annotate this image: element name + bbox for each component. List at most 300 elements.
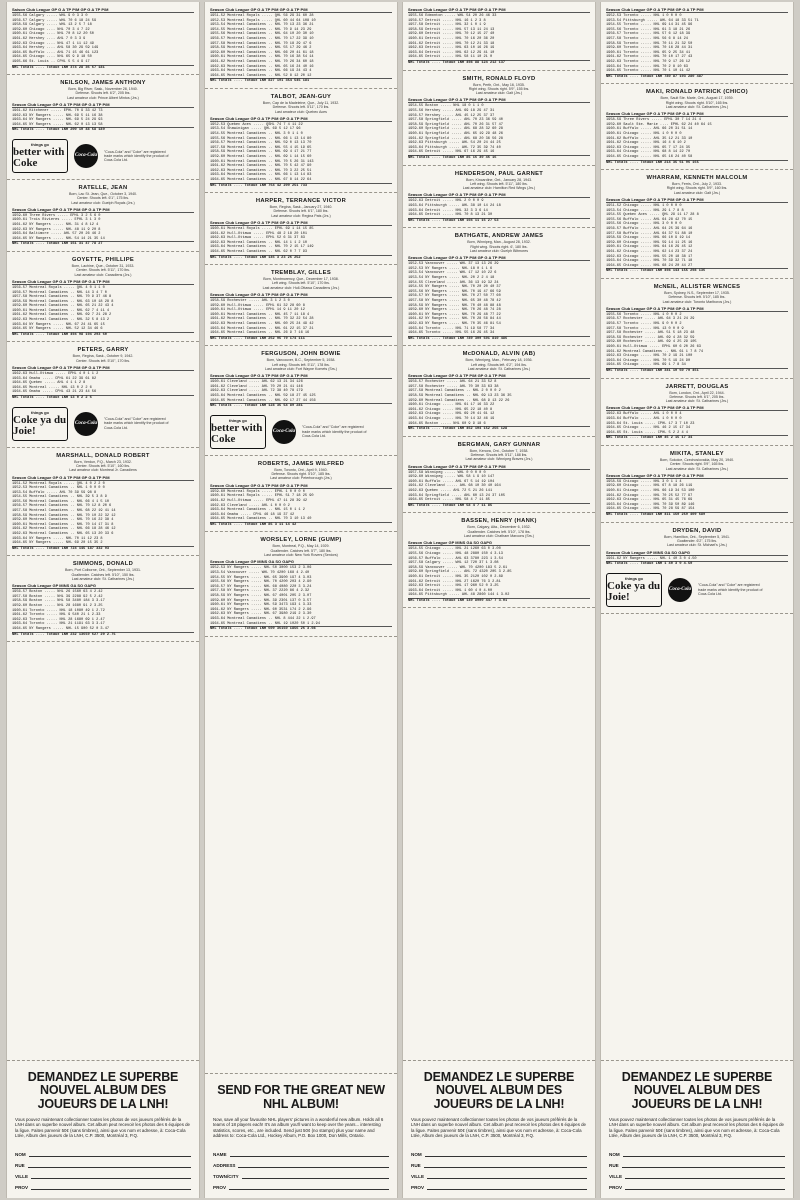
- stats-row: 1952-53 Vancouver ..... WHL 37 13 13 26 29: [408, 262, 499, 267]
- stats-row: 1959-60 Toronto ..... NHL 70 16 28 44 31: [606, 46, 693, 51]
- player-bio-line: Born, Kincardine, Ont., January 28, 1943.: [465, 177, 533, 182]
- stats-row: 1958-59 Springfield ..... AHL 70 26 31 57 47: [408, 122, 503, 127]
- form-field-line[interactable]: [427, 1173, 587, 1179]
- stats-row: 1961-62 NY Rangers ..... NHL 70 28 56 84 44: [408, 317, 501, 322]
- stats-table: [408, 104, 590, 160]
- player-name: TREMBLAY, GILLES: [271, 270, 331, 277]
- player-card: [403, 437, 595, 514]
- player-bio-line: Last amateur club: Galt (Jrs.): [673, 190, 721, 195]
- form-field: [213, 1146, 389, 1157]
- stats-row: 1960-61 Buffalo ..... AHL 66 20 31 51 14: [606, 127, 693, 132]
- stats-row: 1962-63 Chicago ..... NHL 55 20 18 38 17: [606, 254, 693, 259]
- stats-row: 1960-61 Toronto ..... NHL 18 1080 49 1 2.72: [12, 608, 105, 613]
- stats-row: 1960-61 Toronto ..... NHL 65 9 25 34 41: [606, 50, 691, 55]
- stats-header: Season Club League GP G A TP P/M GP G A TP P/M: [606, 405, 788, 411]
- stats-row: 1955-56 Montreal Canadiens .. NHL 66 1 13 14 80: [210, 136, 312, 141]
- stats-row: 1961-62 NY Rangers ..... NHL 31 4 8 12 4: [12, 223, 99, 228]
- stats-row: 1964-65 Montreal Canadiens .. NHL 26 9 7 16 16: [210, 331, 310, 336]
- stats-row: 1961-62 Montreal Canadiens .. NHL 61 1 7 8 74: [606, 349, 704, 354]
- stats-row: 1964-65 Detroit ..... NHL 70 8 13 21 30: [408, 213, 493, 218]
- stats-header: Season Club League GP G A TP P/M GP G A TP P/M: [12, 102, 194, 108]
- stats-row: 1960-61 Chicago ..... NHL 66 19 34 53 100: [606, 489, 695, 494]
- stats-row: 1960-61 Detroit ..... NHL 70 16 20 36 20: [408, 36, 495, 41]
- stats-row: 1959-60 Montreal Royals ..... EPHL 1 0 0 0 0: [210, 489, 305, 494]
- stats-row: 1958-59 Rochester ..... AHL 69 4 28 32 59: [606, 335, 695, 340]
- stats-row: 1954-55 Chicago ..... NHL 21 1260 63 0 3.00: [408, 547, 501, 552]
- stats-row: 1963-64 Montreal Canadiens .. NHL 61 22 15 37 21: [210, 326, 314, 331]
- player-name: GOYETTE, PHILLIPE: [71, 257, 135, 264]
- player-bio-line: Born, Calgary, Alta., December 6, 1932.: [467, 525, 531, 530]
- player-bio-line: Right wing. Shoots right. 5'9", 155 lbs.: [468, 86, 530, 91]
- form-field: [609, 1157, 785, 1168]
- stats-row: 1964-65 Buffalo .... AHL 71 15 46 61 123: [12, 50, 99, 55]
- stats-total-row: NHL Totals .... Totaux LNH 262 95 79 174 111: [210, 336, 392, 342]
- card-column: [402, 2, 596, 1198]
- mail-in-form: [213, 1146, 389, 1190]
- stats-total-row: NHL Totals .... Totaux LNH 200 10 48 58 189: [12, 127, 194, 133]
- stats-row: 1953-54 Chicago ..... NHL 29 1 7 8 8: [606, 208, 684, 213]
- stats-row: 1959-60 Rochester ..... AHL 69 4 25 29 105: [606, 340, 697, 345]
- stats-row: 1959-60 Springfield ..... AHL 68 28 32 60 28: [408, 127, 503, 132]
- stats-row: 1960-61 Chicago ..... NHL 64 16 29 45 12: [606, 245, 693, 250]
- promo-body: Vous pouvez maintenant collectionner toutes les photos de vos joueurs préférés de la LNH dans un superbe nouvel album. Cet album peut recevoir les photos des 6 équipes de la ligue. Faites parvenir 50¢ (sans timbres), ainsi que vos nom et adresse, à: Coca-Cola Ltée, Album des joueurs de la LNH, C.P. 3500, Montréal 3, P.Q.: [609, 1117, 785, 1138]
- player-card: [601, 2, 793, 84]
- stats-row: 1953-54 Pittsburgh ..... AHL 64 18 33 51 71: [606, 18, 699, 23]
- stats-total-row: NHL Totals .... Totaux LNH 411 150 259 409 689: [606, 512, 788, 518]
- stats-row: 1955-56 Calgary ..... WHL 9 0 3 3 0: [12, 14, 88, 18]
- player-bio-line: Born, Montmorency, Que., December 17, 1938.: [263, 277, 339, 282]
- coke-slogan-top: things go: [31, 409, 49, 415]
- stats-table: [12, 214, 194, 247]
- player-card: [403, 2, 595, 71]
- player-bio-line: Last amateur club: Guelph Royals (Jrs.): [71, 200, 135, 205]
- stats-row: 1964-65 Pittsburgh ..... AHL 48 2860 144 1 3.02: [408, 593, 510, 598]
- stats-row: 1956-57 Buffalo ..... AHL 63 3780 223 1 3.54: [408, 556, 503, 561]
- stats-row: 1951-52 Montreal Royals ..... QHL 4 0 2 2 0: [12, 481, 105, 486]
- stats-row: 1963-64 Toronto ..... NHL 70 2 8 10 63: [606, 64, 688, 69]
- form-field: [15, 1146, 191, 1157]
- stats-row: 1951-52 Montreal Royals ..... QHL 56 29 31 60 28: [210, 14, 314, 18]
- player-card: [601, 279, 793, 379]
- player-bio-line: Last amateur club: Winnipeg Braves (Jrs.): [465, 457, 533, 462]
- stats-row: 1962-63 Chicago .... NHL 47 1 11 12 49: [12, 41, 94, 46]
- stats-row: 1963-64 Montreal Canadiens .. NHL 8 444 22 1 2.97: [210, 616, 316, 621]
- player-bio-line: Born, Kenora, Ont., October 7, 1938.: [469, 448, 529, 453]
- stats-row: 1962-63 Toronto ..... NHL 28 1680 69 1 2.47: [12, 617, 105, 622]
- form-field-label: NAME: [213, 1152, 227, 1157]
- stats-row: 1963-64 Montreal Canadiens .. NHL 15 0 1 1 2: [210, 508, 305, 513]
- stats-row: 1964-65 St. Louis ..... CPHL 5 2 2 4 4: [606, 430, 688, 435]
- stats-row: 1964-65 Chicago ..... NHL 65 16 24 40 58: [606, 154, 693, 159]
- form-field: [213, 1179, 389, 1190]
- stats-total-row: NHL Totals .... Totaux LNH 780 87 193 280 487: [606, 74, 788, 80]
- stats-row: 1956-57 Montreal Canadiens .. NHL 70 12 8 20 6: [12, 504, 112, 509]
- stats-header: Season Club League GP G A TP P/M GP G A TP P/M: [606, 111, 788, 117]
- stats-row: 1964-65 Montreal ..... NHL 13 0 2 2 6: [12, 385, 92, 390]
- player-name: NEILSON, JAMES ANTHONY: [60, 80, 146, 87]
- stats-row: 1962-63 Hull-Ottawa ..... EPHL 4 0 1 1 2: [12, 372, 99, 377]
- form-field-label: PROV: [609, 1185, 623, 1190]
- coke-slogan-top: things go: [31, 141, 49, 147]
- stats-total-row: NHL Totals .... Totaux LNH 609 36150 1856 26 3.08: [210, 626, 392, 632]
- stats-header: Season Club League GP G A TP P/M GP G A TP P/M: [12, 365, 194, 371]
- stats-row: 1963-64 Montreal Canadiens .. NHL 70 2 15 17 149: [210, 245, 314, 250]
- player-bio-line: Last amateur club: St. Catharines (Jrs.): [467, 366, 531, 371]
- stats-row: 1957-58 Winnipeg ..... WHL 0 0 0 0 0: [408, 470, 486, 475]
- stats-row: 1960-61 Cleveland ..... AHL 62 13 21 34 126: [210, 380, 303, 385]
- player-bio-line: Center. Shoots left. 5'10", 160 lbs.: [75, 463, 131, 468]
- stats-header: Season Club League GP G A TP P/M GP G A TP P/M: [210, 373, 392, 379]
- stats-row: 1964-65 Montreal Canadiens .. NHL 69 17 27 44 156: [210, 398, 316, 403]
- stats-header: Season Club League GP G A TP P/M GP G A TP P/M: [408, 97, 590, 103]
- form-field-label: NOM: [15, 1152, 26, 1157]
- stats-total-row: NHL Totals .... Totaux LNH 104 11 16 27 53: [408, 218, 590, 224]
- form-field-line[interactable]: [625, 1173, 785, 1179]
- stats-row: 1961-62 NY Rangers ..... NHL 60 3531 174 2 2.96: [210, 607, 312, 612]
- player-card: [601, 446, 793, 523]
- player-card: [7, 448, 199, 557]
- stats-row: 1961-62 Springfield ..... AHL 68 20 36 56 28: [408, 136, 503, 141]
- stats-row: 1963-64 Chicago ..... NHL 70 39 50 89 146: [606, 502, 695, 507]
- stats-row: 1963-64 Montreal Canadiens .. NHL 66 19 24 43 4: [210, 69, 312, 74]
- stats-header: Season Club League GP G A TP P/M GP G A TP P/M: [210, 483, 392, 489]
- player-bio-line: Born, London, Ont., April 22, 1944.: [669, 390, 725, 395]
- form-field-line[interactable]: [31, 1173, 191, 1179]
- stats-row: 1962-63 Chicago ..... NHL 69 20 41 61 12: [408, 412, 495, 417]
- player-bio-line: Last amateur club: Hull-Ottawa Canadiens (Jrs.): [262, 285, 340, 290]
- stats-header: Season Club League GP G A TP P/M GP G A TP P/M: [408, 7, 590, 13]
- stats-row: 1964-65 Omaha ..... CPHL 43 21 23 44 56: [12, 390, 97, 395]
- form-field-line[interactable]: [29, 1151, 191, 1157]
- stats-total-row: NHL Totals .... Totaux LNH 128 35 54 89 281: [210, 403, 392, 409]
- stats-total-row: NHL Totals .... Totaux LNH 58 4 7 11 85: [408, 503, 590, 509]
- coke-advertisement: [12, 405, 194, 443]
- stats-total-row: NHL Totals .... Totaux LNH 85 16 30 46 16: [408, 155, 590, 161]
- player-card: [205, 193, 397, 265]
- stats-row: 1959-60 Montreal Canadiens .. NHL 69 1 14 15 60: [210, 154, 312, 159]
- album-promo: [403, 1060, 595, 1198]
- stats-row: 1953-54 NY Rangers ..... NHL 20 2 2 4 18: [408, 276, 495, 281]
- stats-header: Season Club League GP MINS GA SO GAPG: [210, 559, 392, 565]
- player-name: HENDERSON, PAUL GARNET: [454, 170, 544, 177]
- form-field-label: NOM: [411, 1152, 422, 1157]
- stats-row: 1962-63 Chicago ..... NHL 70 2 19 21 100: [606, 354, 693, 359]
- stats-row: 1960-61 Trois Rivieres ..... EPHL 3 1 3 0: [12, 218, 101, 223]
- player-bio-line: Defense. Shoots left. 6'1", 180 lbs.: [273, 209, 329, 214]
- player-card: [403, 71, 595, 166]
- mail-in-form: [609, 1146, 785, 1190]
- player-bio-line: Defense. Shoots left. 5'11", 170 lbs.: [272, 105, 330, 110]
- player-bio-line: Last amateur club: Toronto Marlboros (Jrs.): [662, 299, 732, 304]
- player-bio-line: Last amateur club: Chatham Maroons (Srs.): [464, 534, 534, 539]
- stats-row: 1964-65 Chicago ..... NHL 70 28 59 87 154: [606, 507, 695, 512]
- stats-row: 1953-54 Vancouver ..... WHL 70 4200 168 4 2.40: [210, 570, 310, 575]
- stats-total-row: NHL Totals .... Totaux LNH 13 0 2 2 6: [12, 395, 194, 401]
- form-field-line[interactable]: [623, 1151, 785, 1157]
- form-field-line[interactable]: [28, 1162, 191, 1168]
- player-bio-line: Last amateur club: Canadiens (Jrs.): [74, 272, 132, 277]
- stats-row: 1964-65 Montreal Canadiens .. NHL 52 8 12 20 12: [210, 73, 312, 78]
- stats-row: 1952-53 NY Rangers ..... NHL 18 0 1 1 6: [408, 266, 493, 271]
- stats-table: [210, 299, 392, 341]
- player-bio-line: Center. Shoots left. 6'1", 175 lbs.: [76, 196, 130, 201]
- stats-row: 1962-63 Cleveland ..... AHL 1 0 0 0 2: [210, 503, 290, 508]
- stats-row: 1962-63 Detroit ..... NHL 17 960 52 0 3.25: [408, 584, 499, 589]
- player-name: JARRETT, DOUGLAS: [665, 383, 729, 390]
- stats-row: 1956-57 Hershey ..... AHL 45 12 25 37 37: [408, 113, 495, 118]
- stats-row: 1959-60 Sault Ste. Marie .... EPHL 62 24 40 64 15: [606, 122, 712, 127]
- player-card: [601, 170, 793, 279]
- stats-row: 1957-58 Toronto ..... NHL 13 0 0 0 9: [606, 326, 684, 331]
- stats-row: 1964-65 NY Rangers ..... NHL 62 0 13 13 58: [12, 122, 103, 127]
- player-bio-line: Born, Sokolce, Czechoslovakia, May 20, 1940.: [659, 458, 735, 462]
- stats-total-row: NHL Totals .... Totaux LNH 462 104 152 256 128: [408, 426, 590, 432]
- player-name: HARPER, TERRANCE VICTOR: [255, 198, 347, 205]
- player-bio-line: Center. Shoots right. 5'9", 165 lbs.: [669, 462, 725, 467]
- stats-row: 1959-60 Boston ..... NHL 28 1680 91 2 3.25: [12, 604, 103, 609]
- stats-row: 1962-63 Quebec ..... AHL 72 5 21 26 141: [408, 489, 493, 494]
- stats-row: 1960-61 Montreal Canadiens .. NHL 70 14 17 31 8: [12, 522, 114, 527]
- player-name: FERGUSON, JOHN BOWIE: [261, 351, 341, 358]
- player-bio-line: Last amateur club: St. Michael's (Jrs.): [666, 543, 727, 548]
- stats-row: 1960-61 Hull-Ottawa ..... EPHL 14 9 11 20 12: [210, 308, 305, 313]
- stats-row: 1957-58 Montreal Canadiens .. NHL 68 22 19 41 14: [12, 509, 116, 514]
- form-field-label: RUE: [609, 1163, 619, 1168]
- player-bio-line: Born, Lac St. Jean, Que., October 3, 1940.: [68, 191, 138, 196]
- player-card: [601, 379, 793, 446]
- player-bio-line: Defense. Shoots left. 6'1", 205 lbs.: [669, 394, 725, 399]
- stats-row: 1964-65 Chicago ..... NHL 69 1 7 8 34: [606, 363, 686, 368]
- form-field-label: VILLE: [411, 1174, 425, 1179]
- stats-row: 1955-56 NY Rangers ..... NHL 70 19 47 66 59: [408, 289, 501, 294]
- player-name: DRYDEN, DAVID: [672, 527, 722, 534]
- form-field-line[interactable]: [238, 1162, 389, 1168]
- stats-table: [408, 262, 590, 341]
- stats-row: 1964-65 Chicago .... NHL 65 9 9 18 50: [12, 55, 92, 60]
- form-field-line[interactable]: [424, 1162, 587, 1168]
- stats-row: 1959-60 Springfield ..... AHL 72 4320 205 3 2.85: [408, 570, 512, 575]
- stats-row: 1961-62 Buffalo ..... AHL 35 12 21 33 10: [606, 136, 693, 141]
- coke-logo: [12, 407, 68, 441]
- mail-in-form: [411, 1146, 587, 1190]
- stats-table: [210, 123, 392, 188]
- stats-table: [408, 14, 590, 66]
- stats-row: 1961-62 Chicago ..... NHL 70 25 52 77 97: [606, 493, 693, 498]
- stats-row: 1964-65 NY Rangers ..... NHL 69 20 15 35 2: [12, 541, 103, 546]
- stats-row: 1951-52 Chicago ..... NHL 1 0 0 0 0: [606, 204, 682, 209]
- form-field-label: RUE: [15, 1163, 25, 1168]
- stats-header: Season Club League GP MINS GA SO GAPG: [408, 540, 590, 546]
- stats-row: 1963-64 Chicago ..... NHL 70 5 19 24 90: [606, 358, 691, 363]
- coke-logo: [210, 415, 266, 449]
- player-card: [403, 166, 595, 229]
- player-card: [601, 84, 793, 170]
- player-bio-line: Last amateur club: St. Catharines (Jrs.): [665, 104, 729, 109]
- stats-total-row: NHL Totals .... Totaux LNH 232 13659 627 20 2.75: [12, 632, 194, 638]
- stats-row: 1961-62 Montreal Canadiens .. NHL 70 5 42 47 90: [210, 164, 312, 169]
- player-bio-line: Defense. Shoots right. 5'10", 185 lbs.: [271, 472, 331, 477]
- player-bio-line: Last amateur club: Fort Wayne Komets (Srs.): [265, 366, 337, 371]
- stats-row: 1957-58 Montreal Canadiens .. NHL 2 0 0 0 2: [408, 389, 501, 394]
- stats-row: 1954-55 Montreal Canadiens .. NHL 39 5 3 8 9: [12, 495, 107, 500]
- stats-row: 1964-65 Detroit ..... NHL 67 16 29 45 16: [408, 150, 495, 155]
- player-bio-line: Last amateur club: St. Catharines (Jrs.): [71, 577, 135, 581]
- stats-row: 1953-54 Vancouver ..... WHL 17 12 10 22 6: [408, 271, 497, 276]
- form-field: [609, 1168, 785, 1179]
- stats-row: 1956-57 NY Rangers ..... NHL 70 27 50 77 60: [408, 294, 501, 299]
- player-bio-line: Goaltender. Catches left. 5'10", 178 lbs.: [467, 529, 531, 534]
- form-field-line[interactable]: [230, 1151, 389, 1157]
- stats-table: [408, 547, 590, 603]
- stats-row: 1956-57 Buffalo ..... AHL 64 25 39 64 16: [606, 227, 693, 231]
- stats-row: 1961-62 Hull-Ottawa ..... EPHL 48 2 18 20 101: [210, 231, 308, 236]
- player-bio-line: Last amateur club: St. Catharines (Jrs.): [665, 399, 729, 404]
- stats-row: 1956-57 Toronto ..... NHL 57 6 12 18 39: [606, 32, 691, 37]
- form-field-line[interactable]: [242, 1173, 389, 1179]
- player-name: PETERS, GARRY: [77, 347, 129, 354]
- stats-header: Season Club League GP G A TP P/M GP G A TP P/M: [210, 220, 392, 226]
- stats-row: 1963-64 Chicago ..... NHL 70 14 32 46 19: [408, 417, 495, 422]
- stats-row: 1952-53 Montreal Royals ..... QHL 60 44 64 108 10: [210, 18, 316, 23]
- stats-row: 1962-63 Buffalo ..... AHL 1 0 0 0 4: [606, 412, 682, 417]
- player-card: [403, 513, 595, 608]
- stats-row: 1958-59 Boston ..... NHL 58 3480 184 3 3.17: [12, 599, 105, 604]
- form-field: [213, 1168, 389, 1179]
- stats-row: 1958-59 Montreal Canadiens .. NHL 69 13 23 36 35: [408, 394, 512, 399]
- stats-header: Season Club League GP G A TP P/M GP G A TP P/M: [408, 464, 590, 470]
- player-bio-line: Born, Montreal, P.Q., May 14, 1929.: [272, 544, 330, 549]
- stats-row: 1962-63 NY Rangers ..... NHL 48 11 9 20 8: [12, 227, 101, 232]
- stats-row: 1959-60 Winnipeg ..... WHL 58 1 9 10 147: [408, 475, 495, 480]
- stats-row: 1956-57 Rochester ..... AHL 64 21 33 52 8: [408, 380, 497, 385]
- form-field-label: PROV: [411, 1185, 425, 1190]
- stats-row: 1956-57 Detroit ..... NHL 16 1 2 3 8: [408, 18, 486, 23]
- coca-cola-disc-icon: Coca-Cola: [74, 144, 98, 168]
- stats-row: 1964-65 NY Rangers ..... NHL 54 14 21 35 14: [12, 236, 105, 241]
- stats-row: 1959-60 NY Rangers ..... NHL 70 26 48 74 28: [408, 308, 501, 313]
- stats-row: 1964-65 Toronto ..... NHL 55 16 29 45 34: [408, 331, 495, 336]
- form-field-line[interactable]: [229, 1184, 389, 1190]
- form-field-line[interactable]: [31, 1184, 191, 1190]
- form-field-line[interactable]: [625, 1184, 785, 1190]
- stats-header: Season Club League GP G A TP P/M GP G A TP P/M: [210, 7, 392, 13]
- stats-row: 1962-63 Montreal Canadiens .. NHL 14 1 1 2 10: [210, 240, 308, 245]
- stats-table: [12, 372, 194, 401]
- player-card: [403, 346, 595, 436]
- stats-table: [12, 109, 194, 133]
- stats-table: [12, 286, 194, 338]
- stats-row: 1952-53 Toronto ..... NHL 1 0 0 0 0: [606, 14, 682, 18]
- stats-row: 1958-59 Toronto ..... NHL 70 11 21 32 50: [606, 41, 693, 46]
- stats-row: 1961-62 Montreal Canadiens .. NHL 70 32 22 54 28: [210, 317, 314, 322]
- player-bio-line: Defense. Shoots left. 5'10", 185 lbs.: [668, 295, 726, 300]
- stats-row: 1956-57 Toronto ..... NHL 9 0 0 0 2: [606, 322, 682, 327]
- stats-row: 1960-61 Chicago ..... NHL 61 17 16 33 22: [408, 403, 495, 408]
- stats-table: [606, 14, 788, 79]
- stats-row: 1961-62 Montreal Canadiens .. NHL 69 7 21 28 2: [12, 313, 112, 318]
- trademark-note: "Coca-Cola" and "Coke" are registered trade marks which identify the product of Coca-Cola Ltd.: [104, 149, 169, 163]
- stats-row: 1963-64 Pittsburgh ..... AHL 72 35 39 74 40: [408, 145, 501, 150]
- player-bio-line: Goaltender. 6'2", 175 lbs.: [676, 538, 718, 543]
- stats-row: 1956-57 Rochester ..... AHL 64 3 21 24 29: [606, 317, 695, 322]
- stats-header: Season Club League GP G A TP P/M GP G A TP P/M: [408, 255, 590, 261]
- player-bio-line: Last amateur club: Hamilton Red Wings (Jrs.): [462, 186, 536, 191]
- stats-row: 1961-62 Toronto ..... NHL 9 540 21 1 2.33: [12, 613, 101, 618]
- form-field: [411, 1179, 587, 1190]
- player-bio-line: Born, Regina, Sask., October 9, 1942.: [72, 354, 134, 359]
- stats-row: 1961-62 Toronto ..... NHL 70 10 17 27 43: [606, 55, 693, 60]
- form-field: [213, 1157, 389, 1168]
- coke-slogan-main: better with Coke: [211, 421, 263, 445]
- stats-total-row: NHL Totals .... Totaux LNH 724 145 187 332 93: [12, 546, 194, 552]
- stats-total-row: NHL Totals .... Totaux LNH 764 42 209 251 733: [210, 183, 392, 189]
- stats-row: 1963-64 Buffalo ..... AHL 1 0 0 0 0: [606, 417, 682, 422]
- player-bio-line: Born, Perth, Ont., May 16, 1935.: [473, 82, 525, 87]
- stats-row: 1961-62 Chicago ..... NHL 62 14 23 37 24: [606, 249, 693, 254]
- stats-row: 1954-55 Montreal Canadiens .. NHL 3 0 1 1 0: [210, 131, 303, 136]
- form-field-line[interactable]: [622, 1162, 785, 1168]
- stats-row: 1957-58 Toronto ..... NHL 56 6 8 14 24: [606, 36, 688, 41]
- stats-row: 1958-59 Chicago ..... NHL 66 10 9 19 14: [606, 236, 691, 241]
- trademark-note: "Coca-Cola" and "Coke" are registered trade marks which identify the product of Coca-Cola Ltd.: [698, 583, 763, 596]
- player-bio-line: Born, Port Colborne, Ont., September 13, 1931.: [64, 568, 142, 573]
- stats-row: 1959-60 Montreal Canadiens .. NHL 68 9 13 22 26: [408, 398, 510, 403]
- stats-header: Season Club League GP G A TP P/M GP G A TP P/M: [210, 116, 392, 122]
- stats-total-row: NHL Totals .... Totaux LNH 498 88 124 212 137: [408, 60, 590, 66]
- stats-header: Season Club League GP G A TP P/M GP G A TP P/M: [606, 473, 788, 479]
- player-card: [205, 532, 397, 636]
- stats-row: 1960-61 Montreal Royals ..... EPHL 51 7 18 25 90: [210, 494, 314, 499]
- coke-slogan-main: Coke ya du Joie!: [607, 579, 661, 603]
- form-field-label: VILLE: [609, 1174, 623, 1179]
- stats-row: 1963-64 Detroit ..... NHL 62 12 29 41 10: [408, 50, 495, 55]
- player-bio-line: Last amateur club: Galt (Jrs.): [475, 91, 523, 96]
- stats-row: 1962-63 Detroit ..... NHL 2 0 0 0 9: [408, 199, 484, 204]
- stats-row: 1957-58 Calgary ..... WHL 12 720 37 1 3.08: [408, 561, 499, 566]
- player-card: [205, 346, 397, 455]
- stats-row: 1958-59 Montreal Canadiens .. NHL 70 10 22 32 12: [12, 513, 116, 518]
- stats-row: 1964-65 Boston ..... NHL 60 9 9 18 6: [408, 421, 486, 426]
- player-bio-line: Born, Cap de la Madeleine, Que., July 11, 1932.: [262, 100, 340, 105]
- stats-header: Season Club League GP G A TP P/M GP G A TP P/M: [12, 207, 194, 213]
- player-bio-line: Born, Hamilton, Ont., September 5, 1941.: [663, 534, 731, 539]
- promo-title: DEMANDEZ LE SUPERBE NOUVEL ALBUM DES JOUEURS DE LA LNH!: [621, 1069, 773, 1111]
- stats-total-row: NHL Totals .... Totaux LNH 1 40 3 0 4.50: [606, 561, 788, 567]
- stats-total-row: NHL Totals .... Totaux LNH 789 309 501 810 486: [408, 336, 590, 342]
- stats-row: 1960-61 Chicago ..... NHL 1 0 0 0 0: [606, 131, 682, 136]
- form-field-line[interactable]: [427, 1184, 587, 1190]
- player-bio-line: Last amateur club: Guelph Biltmores: [469, 249, 529, 253]
- stats-table: [606, 557, 788, 567]
- player-name: BERGMAN, GARY GUNNAR: [457, 441, 541, 448]
- stats-row: 1956-57 NY Rangers ..... NHL 68 4080 220 3 3.24: [210, 584, 312, 589]
- stats-row: 1958-59 Calgary ..... WHL 13 2 5 7 18: [12, 23, 92, 28]
- stats-table: [210, 227, 392, 260]
- stats-table: [606, 204, 788, 274]
- player-card: [7, 342, 199, 447]
- stats-header: Season Club League GP G A TP P/M GP G A TP P/M: [606, 197, 788, 203]
- player-card: [205, 89, 397, 193]
- stats-row: 1962-63 Detroit ..... NHL 63 10 16 26 19: [408, 46, 495, 51]
- stats-row: 1954-55 NY Rangers ..... NHL 70 20 20 40 37: [408, 285, 501, 290]
- form-field-line[interactable]: [425, 1151, 587, 1157]
- stats-row: 1963-64 Chicago ..... NHL 68 8 14 22 70: [606, 150, 691, 155]
- stats-row: 1957-58 NY Rangers ..... NHL 37 2220 86 4 2.32: [210, 589, 310, 594]
- stats-row: 1964-65 Montreal Canadiens .. NHL 62 0 7 7 93: [210, 249, 308, 254]
- stats-row: 1954-55 Montreal Canadiens .. NHL 70 9 14 23 29: [210, 27, 312, 32]
- coke-advertisement: [210, 413, 392, 451]
- form-field: [15, 1179, 191, 1190]
